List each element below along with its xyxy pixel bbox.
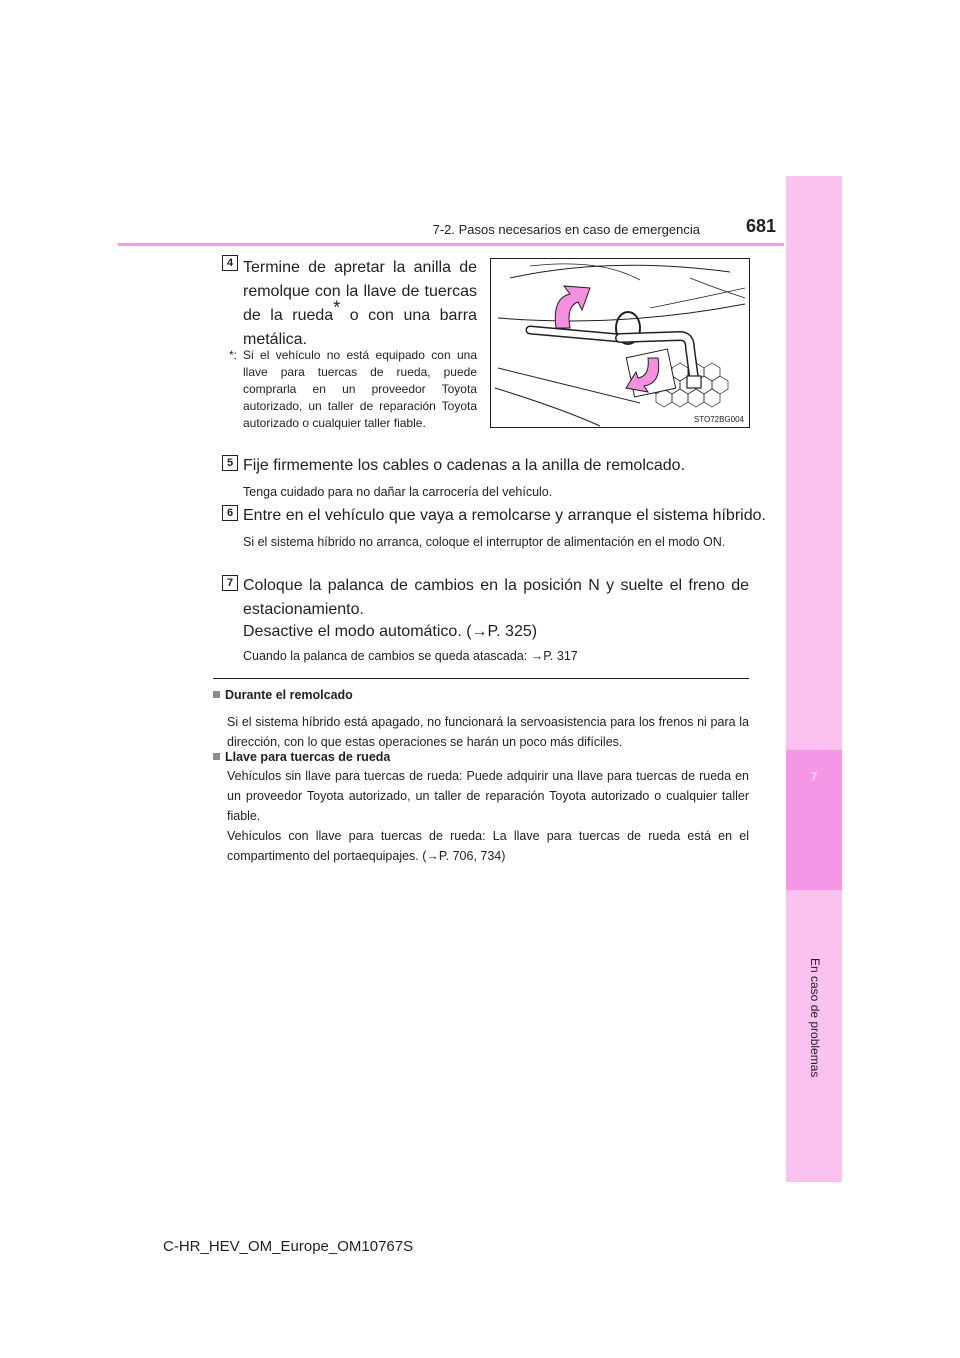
step-4-line-2: remolque con la llave de tuercas bbox=[243, 283, 477, 300]
step-7-text: Coloque la palanca de cambios en la posición N y suelte el freno de estacionamiento. bbox=[243, 577, 749, 618]
step-4-line-1: Termine de apretar la anilla de bbox=[243, 259, 477, 276]
note-title-2: Llave para tuercas de rueda bbox=[225, 750, 391, 764]
note-heading-wrench bbox=[213, 748, 390, 766]
step-7-text-2: Desactive el modo automático. (→P. 325) bbox=[243, 623, 538, 640]
section-divider bbox=[213, 678, 749, 679]
bullet-square-icon bbox=[213, 753, 220, 760]
bullet-square-icon bbox=[213, 691, 220, 698]
towing-eyelet-illustration bbox=[490, 258, 750, 428]
section-title: 7-2. Pasos necesarios en caso de emergencia bbox=[432, 222, 700, 237]
footnote-text: Si el vehículo no está equipado con una llave para tuercas de rueda, puede comprarla en un proveedor Toyota autorizado, un taller de reparación Toyota autorizado o cualquier taller fiable. bbox=[243, 348, 477, 430]
step-number-6: 6 bbox=[222, 505, 238, 521]
note-heading-towing bbox=[213, 686, 353, 704]
note-title-1: Durante el remolcado bbox=[225, 688, 353, 702]
header-rule bbox=[118, 243, 784, 246]
chapter-title-vertical: En caso de problemas bbox=[808, 958, 822, 1078]
step-number-4: 4 bbox=[222, 255, 238, 271]
footnote-mark: *: bbox=[229, 348, 238, 362]
step-5-detail: Tenga cuidado para no dañar la carrocería del vehículo. bbox=[243, 485, 553, 499]
illustration-svg bbox=[490, 258, 750, 428]
note-2-paragraph-1: Vehículos sin llave para tuercas de rueda: Puede adquirir una llave para tuercas de rueda en un proveedor Toyota autorizado, un taller de reparación Toyota autorizado o cualquier taller fiable. bbox=[227, 769, 749, 823]
step-number-7: 7 bbox=[222, 575, 238, 591]
chapter-number: 7 bbox=[810, 770, 818, 784]
step-number-5: 5 bbox=[222, 455, 238, 471]
step-4-line-3 bbox=[243, 297, 478, 328]
step-6-detail: Si el sistema híbrido no arranca, coloque el interruptor de alimentación en el modo ON. bbox=[243, 535, 726, 549]
figure-code: STO72BG004 bbox=[693, 415, 744, 424]
step-4-line-3a: de la rueda bbox=[243, 307, 334, 324]
note-2-paragraph-2: Vehículos con llave para tuercas de rueda: La llave para tuercas de rueda está en el compartimento del portaequipajes. (→P. 706, 734) bbox=[227, 829, 749, 863]
asterisk-mark: * bbox=[333, 297, 341, 318]
step-4-text bbox=[243, 256, 477, 352]
page-number: 681 bbox=[745, 216, 776, 236]
step-7-detail: Cuando la palanca de cambios se queda atascada: →P. 317 bbox=[243, 649, 578, 663]
step-4-line-3b: o con una barra bbox=[340, 307, 478, 324]
step-5-text: Fije firmemente los cables o cadenas a la anilla de remolcado. bbox=[243, 457, 686, 474]
note-1-paragraph: Si el sistema híbrido está apagado, no funcionará la servoasistencia para los frenos ni para la dirección, con lo que estas operaciones se harán un poco más difíciles. bbox=[227, 715, 749, 749]
step-4-line-4: metálica. bbox=[243, 331, 308, 348]
document-id: C-HR_HEV_OM_Europe_OM10767S bbox=[163, 1238, 414, 1255]
step-6-text: Entre en el vehículo que vaya a remolcarse y arranque el sistema híbrido. bbox=[243, 507, 766, 524]
